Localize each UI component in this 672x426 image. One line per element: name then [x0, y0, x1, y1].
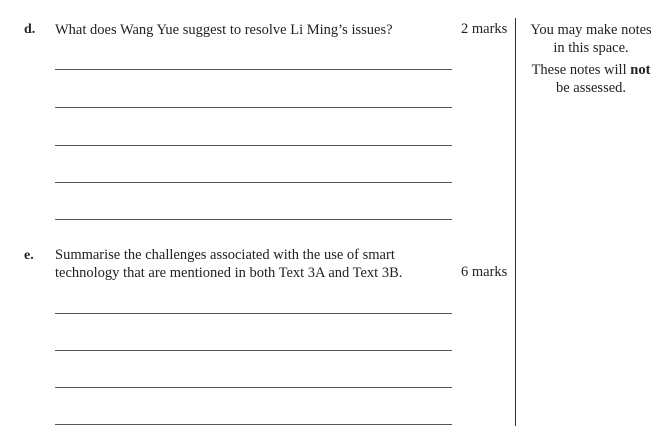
answer-line-e-3[interactable]	[55, 387, 452, 388]
question-e-text	[55, 246, 402, 282]
question-e-text-line2: technology that are mentioned in both Text 3A and Text 3B.	[55, 265, 403, 281]
notes-line-4: be assessed.	[555, 80, 627, 96]
answer-line-e-1[interactable]	[55, 313, 452, 314]
notes-line-1: You may make notes	[530, 22, 652, 38]
question-d-marks: 2 marks	[461, 21, 508, 37]
notes-not-assessed	[524, 61, 658, 97]
question-e-letter: e.	[24, 248, 34, 263]
answer-line-e-2[interactable]	[55, 350, 452, 351]
answer-line-d-5[interactable]	[55, 219, 452, 220]
question-e-text-line1: Summarise the challenges associated with the use of smart	[55, 247, 395, 263]
answer-line-d-4[interactable]	[55, 182, 452, 183]
notes-divider	[515, 18, 516, 426]
answer-line-d-3[interactable]	[55, 145, 452, 146]
notes-line-3	[524, 61, 658, 79]
answer-line-e-4[interactable]	[55, 424, 452, 425]
question-d-text: What does Wang Yue suggest to resolve Li Ming’s issues?	[55, 22, 393, 38]
question-e-marks: 6 marks	[461, 264, 508, 280]
answer-line-d-2[interactable]	[55, 107, 452, 108]
answer-line-d-1[interactable]	[55, 69, 452, 70]
question-d-letter: d.	[24, 22, 36, 37]
notes-line-2: in this space.	[553, 40, 629, 56]
notes-line-3-text: These notes will	[531, 62, 631, 78]
notes-instruction	[524, 21, 658, 57]
notes-line-3-bold: not	[630, 62, 651, 78]
